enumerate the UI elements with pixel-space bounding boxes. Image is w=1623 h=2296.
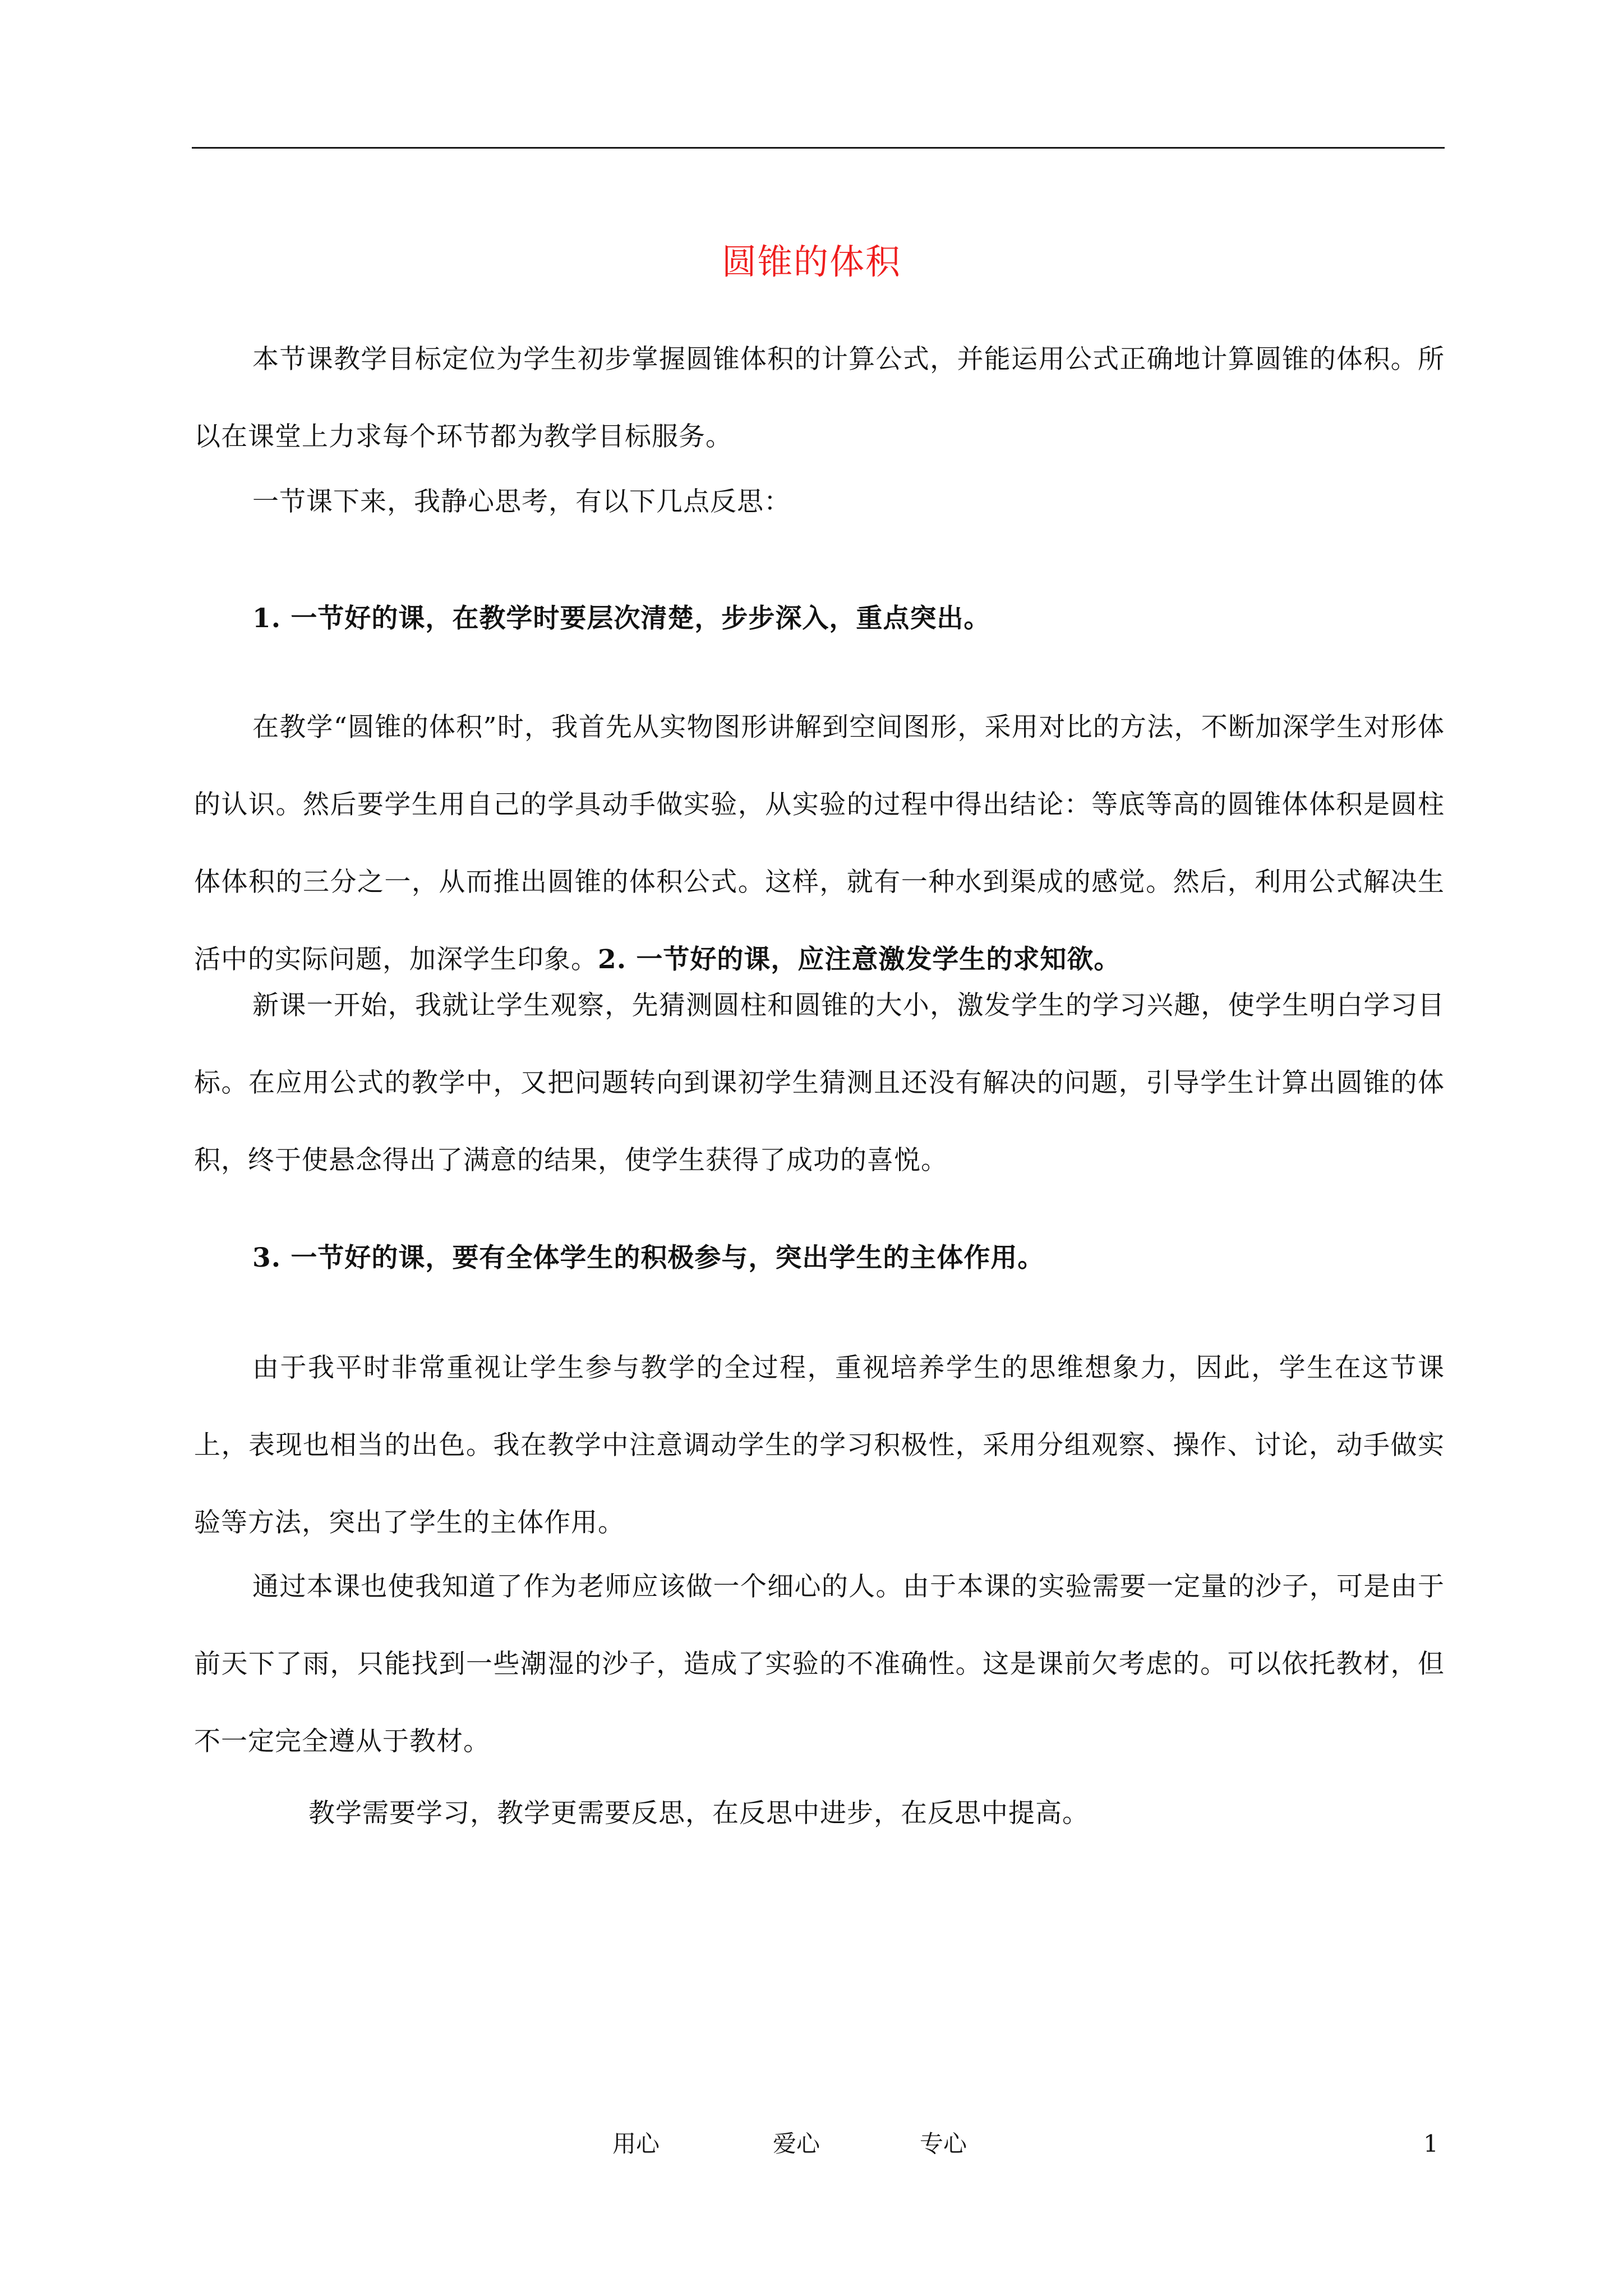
- document-title: 圆锥的体积: [721, 241, 901, 282]
- paragraph-point-1-text: 在教学“圆锥的体积”时，我首先从实物图形讲解到空间图形，采用对比的方法，不断加深学生对形体的认识。然后要学生用自己的学具动手做实验，从实验的过程中得出结论：等底等高的圆锥体体积是圆柱体体积的三分之一，从而推出圆锥的体积公式。这样，就有一种水到渠成的感觉。然后，利用公式解决生活中的实际问题，加深学生印象。: [194, 712, 1445, 975]
- paragraph-closing: 教学需要学习，教学更需要反思，在反思中进步，在反思中提高。: [308, 1798, 1089, 1829]
- paragraph-point-3-body: 由于我平时非常重视让学生参与教学的全过程，重视培养学生的思维想象力，因此，学生在这节课上，表现也相当的出色。我在教学中注意调动学生的学习积极性，采用分组观察、操作、讨论，动手做实验等方法，突出了学生的主体作用。: [194, 1352, 1445, 1538]
- paragraph-reflection-lead: 一节课下来，我静心思考，有以下几点反思：: [252, 486, 791, 517]
- heading-point-2: 2. 一节好的课，应注意激发学生的求知欲。: [598, 944, 1121, 975]
- footer-motto-1: 用心: [612, 2130, 660, 2157]
- paragraph-point-2-body: 新课一开始，我就让学生观察，先猜测圆柱和圆锥的大小，激发学生的学习兴趣，使学生明白学习目标。在应用公式的教学中，又把问题转向到课初学生猜测且还没有解决的问题，引导学生计算出圆锥的体积，终于使悬念得出了满意的结果，使学生获得了成功的喜悦。: [194, 990, 1445, 1176]
- page-number: 1: [1423, 2130, 1438, 2157]
- header-rule: [192, 147, 1445, 149]
- footer-motto-3: 专心: [920, 2130, 967, 2157]
- paragraph-lesson-learned: 通过本课也使我知道了作为老师应该做一个细心的人。由于本课的实验需要一定量的沙子，可是由于前天下了雨，只能找到一些潮湿的沙子，造成了实验的不准确性。这是课前欠考虑的。可以依托教材，但不一定完全遵从于教材。: [194, 1571, 1445, 1757]
- paragraph-intro: 本节课教学目标定位为学生初步掌握圆锥体积的计算公式，并能运用公式正确地计算圆锥的体积。所以在课堂上力求每个环节都为教学目标服务。: [194, 344, 1445, 452]
- heading-point-3: 3. 一节好的课，要有全体学生的积极参与，突出学生的主体作用。: [252, 1243, 1045, 1273]
- heading-point-1: 1. 一节好的课，在教学时要层次清楚，步步深入，重点突出。: [252, 603, 991, 634]
- paragraph-point-1-body: [194, 689, 1445, 999]
- footer-motto-2: 爱心: [773, 2130, 820, 2157]
